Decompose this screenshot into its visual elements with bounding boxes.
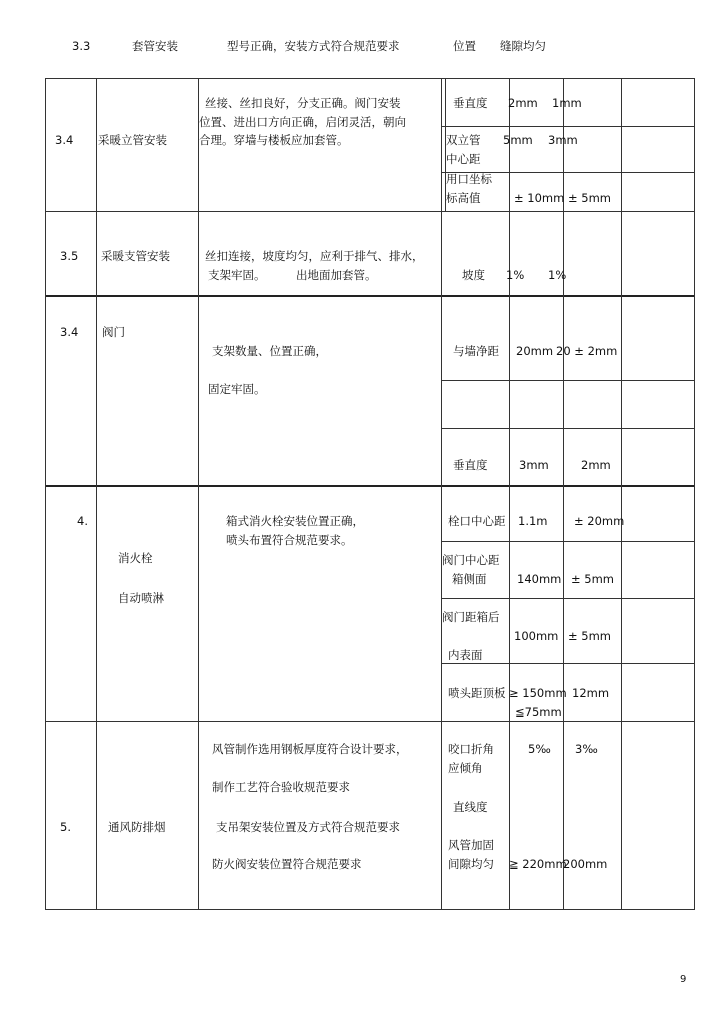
- row-3-5-req-line1: 丝扣连接，坡度均匀，应利于排气、排水，: [205, 249, 424, 263]
- row-3-4a-verticality-value-1: 2mm: [508, 96, 538, 110]
- row-3-5-req-line2b: 出地面加套管。: [296, 268, 377, 282]
- row-5-reinforce-value-1: ≧ 220mm: [509, 857, 567, 871]
- row-5-seam-value-2: 3‰: [575, 742, 598, 756]
- row-4-req-line1: 箱式消火栓安装位置正确，: [226, 514, 364, 528]
- row-divider-4: [45, 721, 695, 722]
- row-3-4a-double-pipe-value-1: 5mm: [503, 133, 533, 147]
- row-5-req-line3: 支吊架安装位置及方式符合规范要求: [216, 820, 400, 834]
- row-4-req-line2: 喷头布置符合规范要求。: [226, 533, 353, 547]
- col-border-4: [509, 78, 510, 910]
- row-3-4a-item-double-pipe-1: 双立管: [446, 133, 481, 147]
- row-3-5-req-line2a: 支架牢固。: [208, 268, 266, 282]
- row-3-4b-verticality-value-2: 2mm: [581, 458, 611, 472]
- row-divider-2: [45, 295, 695, 297]
- col-border-right: [694, 78, 695, 910]
- row-5-name: 通风防排烟: [108, 820, 166, 834]
- row-3-4a-req-line2: 位置、进出口方向正确，启闭灵活，朝向: [199, 115, 406, 129]
- row-3-4b-wall-distance-value-2: 20 ± 2mm: [556, 344, 618, 358]
- row-5-item-seam-1: 咬口折角: [448, 742, 494, 756]
- row-3-4a-req-line1: 丝接、丝扣良好，分支正确。阀门安装: [205, 96, 401, 110]
- table-bottom-border: [45, 909, 695, 910]
- row-4-subline-3: [441, 663, 695, 664]
- row-3-5-slope-value-1: 1%: [506, 268, 525, 282]
- row-5-req-line4: 防火阀安装位置符合规范要求: [212, 857, 362, 871]
- row-3-4a-name: 采暖立管安装: [98, 133, 167, 147]
- row-3-4a-item-coordinate-1: 用口坐标: [446, 172, 492, 186]
- col-border-2: [198, 78, 199, 910]
- row-3-3-item-position: 位置: [453, 39, 476, 53]
- row-3-4a-double-pipe-value-2: 3mm: [548, 133, 578, 147]
- row-5-req-line1: 风管制作选用钢板厚度符合设计要求，: [212, 742, 408, 756]
- row-3-4a-req-line3: 合理。穿墙与楼板应加套管。: [199, 133, 349, 147]
- row-4-outlet-height-value-1: 1.1m: [518, 514, 548, 528]
- row-4-subline-1: [441, 541, 695, 542]
- row-4-valve-side-value-2: ± 5mm: [571, 572, 615, 586]
- row-4-item-sprinkler: 喷头距顶板: [448, 686, 506, 700]
- row-4-name-line1: 消火栓: [118, 551, 153, 565]
- row-4-subline-2: [441, 598, 695, 599]
- row-3-4b-verticality-value-1: 3mm: [519, 458, 549, 472]
- row-4-valve-back-value-1: 100mm: [514, 629, 559, 643]
- row-3-4b-wall-distance-value-1: 20mm: [516, 344, 554, 358]
- row-3-5-number: 3.5: [60, 249, 79, 263]
- row-4-sprinkler-value-1b: ≦75mm: [515, 705, 562, 719]
- table-top-border: [45, 78, 695, 79]
- row-5-seam-value-1: 5‰: [528, 742, 551, 756]
- row-3-4a-verticality-value-2: 1mm: [552, 96, 582, 110]
- row-3-5-slope-value-2: 1%: [548, 268, 567, 282]
- col-border-6: [621, 78, 622, 910]
- row-3-4b-number: 3.4: [60, 325, 79, 339]
- row-4-valve-side-value-1: 140mm: [517, 572, 562, 586]
- row-3-3-item-gap: 缝隙均匀: [500, 39, 546, 53]
- row-5-item-reinforce-1: 风管加固: [448, 838, 494, 852]
- row-3-4a-number: 3.4: [55, 133, 74, 147]
- row-5-reinforce-value-2: 200mm: [563, 857, 608, 871]
- row-4-item-valve-back-2: 内表面: [448, 648, 483, 662]
- row-4-valve-back-value-2: ± 5mm: [568, 629, 612, 643]
- row-3-4b-item-verticality: 垂直度: [453, 458, 488, 472]
- row-4-number: 4.: [77, 514, 88, 528]
- row-4-item-outlet-height: 栓口中心距: [448, 514, 506, 528]
- row-3-4a-coordinate-value-1: ± 10mm: [514, 191, 565, 205]
- row-4-name-line2: 自动喷淋: [118, 591, 164, 605]
- row-4-sprinkler-value-2: 12mm: [572, 686, 610, 700]
- row-5-item-seam-3: 直线度: [453, 800, 488, 814]
- col-border-left: [45, 78, 46, 910]
- row-divider-3: [45, 485, 695, 487]
- row-4-item-valve-side-2: 箱侧面: [452, 572, 487, 586]
- page-number: 9: [680, 974, 687, 985]
- row-3-3-number: 3.3: [72, 39, 91, 53]
- row-3-4a-item-coordinate-2: 标高值: [446, 191, 481, 205]
- row-3-4b-subline-2: [441, 428, 695, 429]
- row-4-outlet-height-value-2: ± 20mm: [574, 514, 625, 528]
- row-3-3-name: 套管安装: [132, 39, 178, 53]
- row-3-4b-item-wall-distance: 与墙净距: [453, 344, 499, 358]
- row-divider-1: [45, 211, 695, 212]
- row-5-item-reinforce-2: 间隙均匀: [448, 857, 494, 871]
- col-border-3: [441, 78, 442, 910]
- row-3-4b-req-line2: 固定牢固。: [208, 382, 266, 396]
- row-3-4b-name: 阀门: [102, 325, 125, 339]
- row-5-number: 5.: [60, 820, 71, 834]
- row-3-4a-subline-1: [441, 126, 695, 127]
- row-4-item-valve-side-1: 阀门中心距: [442, 553, 500, 567]
- row-3-5-item-slope: 坡度: [462, 268, 485, 282]
- row-4-item-valve-back-1: 阀门距箱后: [442, 610, 500, 624]
- row-3-4b-subline-1: [441, 380, 695, 381]
- row-3-4a-coordinate-value-2: ± 5mm: [568, 191, 612, 205]
- row-4-sprinkler-value-1a: ≥ 150mm: [509, 686, 567, 700]
- row-5-req-line2: 制作工艺符合验收规范要求: [212, 780, 350, 794]
- row-3-4a-item-double-pipe-2: 中心距: [446, 152, 481, 166]
- row-5-item-seam-2: 应倾角: [448, 761, 483, 775]
- row-3-5-name: 采暖支管安装: [101, 249, 170, 263]
- col-border-1: [96, 78, 97, 910]
- row-3-3-requirement: 型号正确，安装方式符合规范要求: [227, 39, 400, 53]
- row-3-4b-req-line1: 支架数量、位置正确，: [212, 344, 327, 358]
- row-3-4a-item-verticality: 垂直度: [453, 96, 488, 110]
